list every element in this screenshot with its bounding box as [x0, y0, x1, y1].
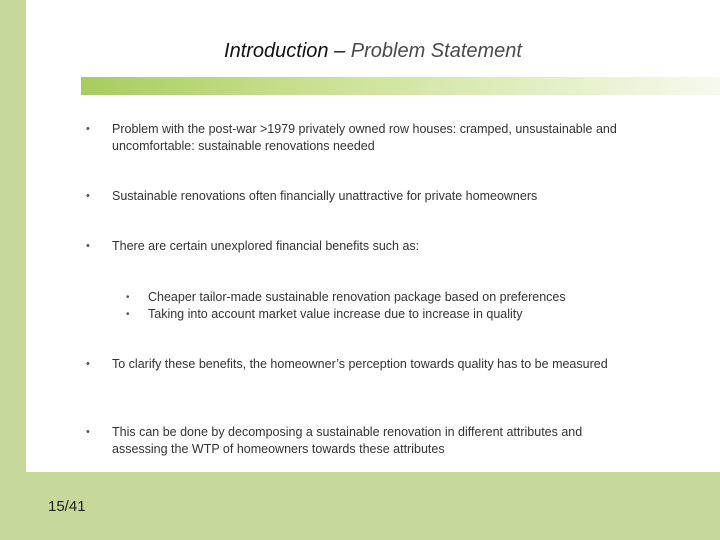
title-sub: Problem Statement — [350, 40, 522, 62]
bullet-marker: • — [86, 426, 90, 438]
page-number: 15/41 — [48, 498, 86, 515]
bullet-marker: • — [86, 123, 90, 135]
bullet-text: This can be done by decomposing a sustainable renovation in different attributes and assessing the WTP of homeowners towards these attributes — [112, 425, 583, 456]
sub-bullet-text: Taking into account market value increase due to increase in quality — [148, 307, 523, 321]
sub-bullet-text: Cheaper tailor-made sustainable renovation package based on preferences — [148, 290, 566, 304]
bullet-text: Sustainable renovations often financially unattractive for private homeowners — [112, 189, 538, 203]
bullet-text: Problem with the post-war >1979 privately owned row houses: cramped, unsustainable and uncomfortable: sustainable renovations needed — [112, 122, 617, 153]
sub-bullet-marker: • — [126, 309, 130, 320]
bullet-list — [26, 0, 720, 472]
slide-content — [26, 0, 720, 472]
sub-bullet-marker: • — [126, 292, 130, 303]
bullet-marker: • — [86, 240, 90, 252]
title-main: Introduction – — [224, 40, 351, 62]
bullet-marker: • — [86, 190, 90, 202]
bullet-text: To clarify these benefits, the homeowner’s perception towards quality has to be measured — [112, 357, 608, 371]
bullet-text: There are certain unexplored financial benefits such as: — [112, 239, 420, 253]
bullet-marker: • — [86, 358, 90, 370]
